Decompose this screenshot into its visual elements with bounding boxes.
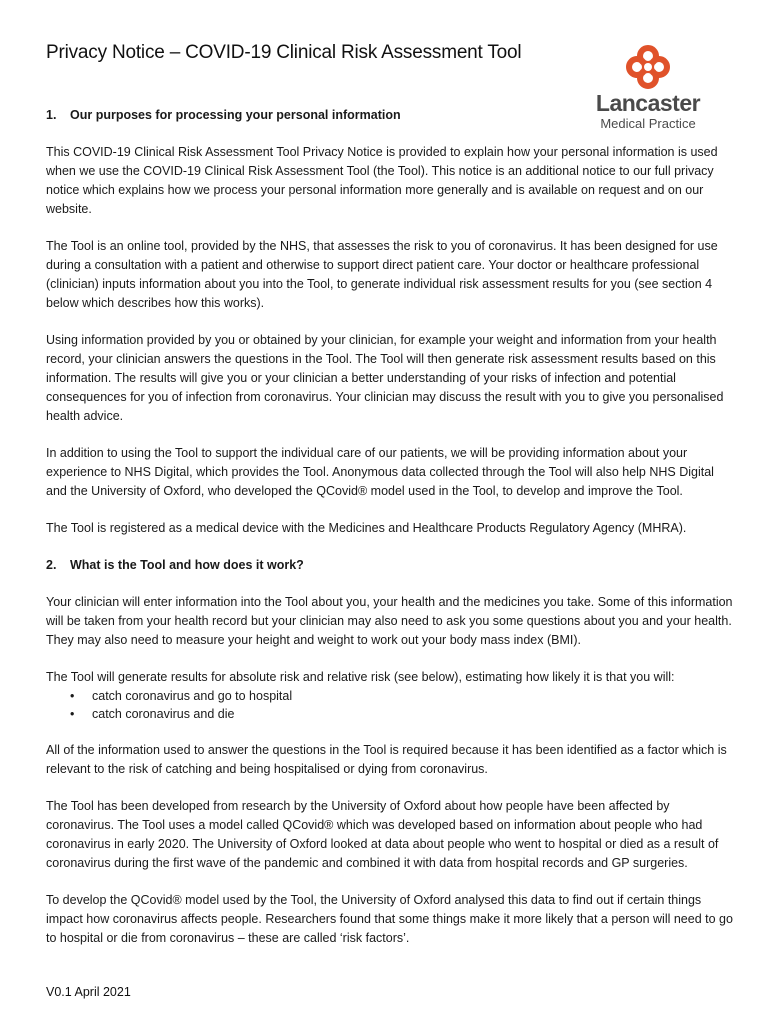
document-body — [46, 106, 736, 948]
section-2-paragraph: The Tool has been developed from research by the University of Oxford about how people have been affected by coronavirus. The Tool uses a model called QCovid® which was developed based on information about people who had coronavirus in early 2020. The University of Oxford looked at data about people who went to hospital or died as a result of coronavirus during the first wave of the pandemic and combined it with data from hospital records and GP surgeries. — [46, 799, 719, 870]
section-1-title: Our purposes for processing your personal information — [70, 108, 401, 122]
section-2-title: What is the Tool and how does it work? — [70, 558, 304, 572]
section-1-paragraph: The Tool is registered as a medical device with the Medicines and Healthcare Products Regulatory Agency (MHRA). — [46, 521, 687, 535]
section-2-paragraph: Your clinician will enter information into the Tool about you, your health and the medicines you take. Some of this information will be taken from your health record but your clinician may also need to ask you some questions about you and your health. They may also need to measure your height and weight to work out your body mass index (BMI). — [46, 595, 733, 647]
section-1-paragraph: The Tool is an online tool, provided by the NHS, that assesses the risk to you of coronavirus. It has been designed for use during a consultation with a patient and otherwise to support direct patient care. Your doctor or healthcare professional (clinician) inputs information about you into the Tool, to generate individual risk assessment results for you (see section 4 below which describes how this works). — [46, 239, 718, 310]
bullet-icon: • — [70, 689, 75, 703]
list-item-text: catch coronavirus and go to hospital — [92, 689, 293, 703]
list-item — [46, 705, 736, 723]
version-footer: V0.1 April 2021 — [46, 985, 131, 999]
section-1-heading — [46, 106, 736, 125]
section-1-paragraph: In addition to using the Tool to support the individual care of our patients, we will be providing information about your experience to NHS Digital, which provides the Tool. Anonymous data collected through the Tool will also help NHS Digital and the University of Oxford, who developed the QCovid® model used in the Tool, to develop and improve the Tool. — [46, 446, 714, 498]
logo-subtitle: Medical Practice — [600, 116, 696, 131]
section-2-paragraph: The Tool will generate results for absolute risk and relative risk (see below), estimating how likely it is that you will: — [46, 670, 675, 684]
logo-name: Lancaster — [595, 90, 701, 116]
bullet-icon: • — [70, 707, 75, 721]
list-item — [46, 687, 736, 705]
lancaster-flower-icon — [620, 44, 676, 90]
list-item-text: catch coronavirus and die — [92, 707, 235, 721]
section-1-number: 1. — [46, 108, 57, 122]
risk-outcome-list — [46, 687, 736, 723]
section-2-heading — [46, 556, 736, 575]
section-1-paragraph: This COVID-19 Clinical Risk Assessment Tool Privacy Notice is provided to explain how your personal information is used when we use the COVID-19 Clinical Risk Assessment Tool (the Tool). This notice is an additional notice to our full privacy notice which explains how we process your personal information more generally and is available on request and on our website. — [46, 145, 718, 216]
section-2-paragraph: To develop the QCovid® model used by the Tool, the University of Oxford analysed this data to find out if certain things impact how coronavirus affects people. Researchers found that some things make it more likely that a person will need to go to hospital or die from coronavirus – these are called ‘risk factors’. — [46, 893, 733, 945]
page-title: Privacy Notice – COVID-19 Clinical Risk Assessment Tool — [46, 42, 522, 63]
section-1-paragraph: Using information provided by you or obtained by your clinician, for example your weight and information from your health record, your clinician answers the questions in the Tool. The Tool will then generate risk assessment results based on this information. The results will give you or your clinician a better understanding of your risks of infection and potential consequences for you of infection from coronavirus. Your clinician may discuss the result with you to give you personalised health advice. — [46, 333, 724, 423]
section-2-number: 2. — [46, 558, 57, 572]
section-2-paragraph: All of the information used to answer the questions in the Tool is required because it has been identified as a factor which is relevant to the risk of catching and being hospitalised or dying from coronavirus. — [46, 743, 727, 776]
